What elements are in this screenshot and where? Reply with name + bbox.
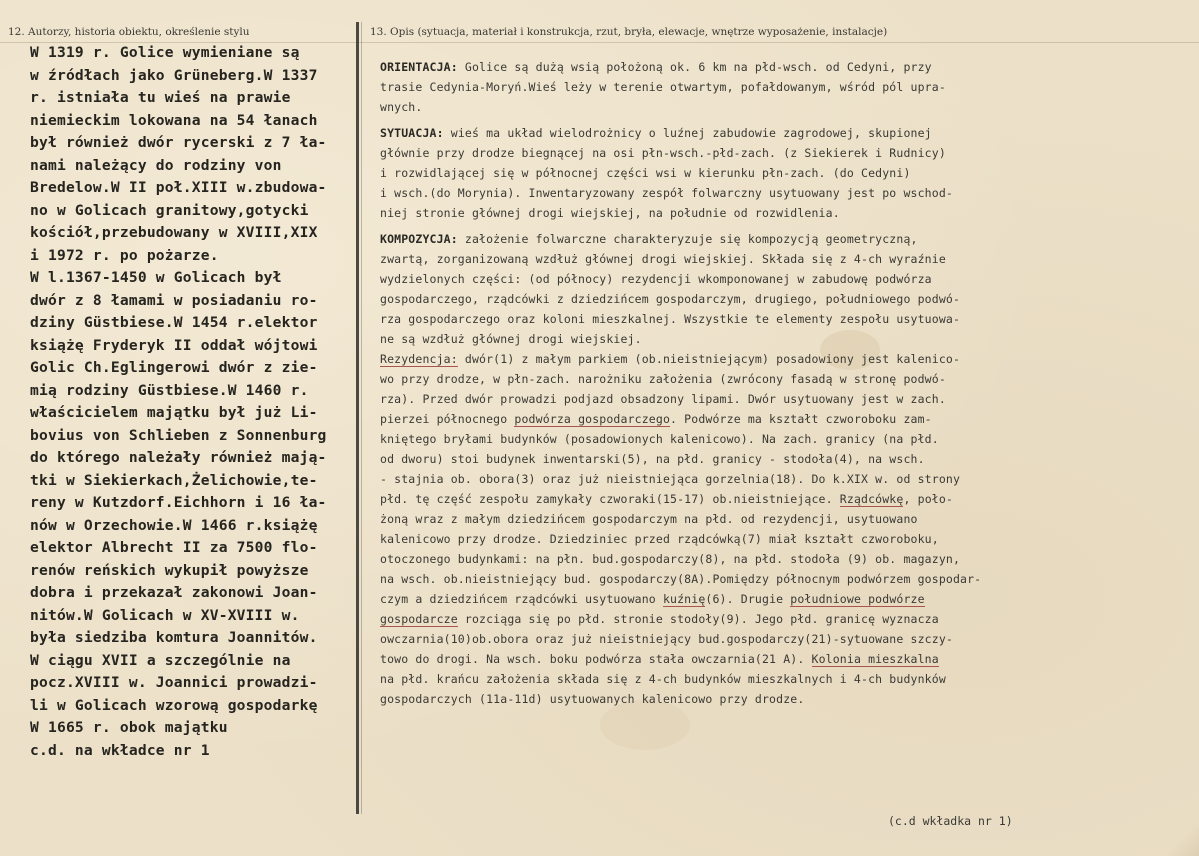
text-line: kalenicowo przy drodze. Dziedziniec przed rządcówką(7) miał kształt czworoboku, [380, 532, 939, 546]
text-line: od dworu) stoi budynek inwentarski(5), na płd. granicy - stodoła(4), na wsch. [380, 452, 925, 466]
history-line: tki w Siekierkach,Żelichowie,te- [30, 471, 318, 489]
text-line: na płd. krańcu założenia składa się z 4-ch budynków mieszkalnych i 4-ch budynków [380, 672, 946, 686]
section-label: SYTUACJA: [380, 126, 444, 140]
history-line: mią rodziny Güstbiese.W 1460 r. [30, 381, 309, 399]
text-line [380, 589, 1199, 609]
text-line [380, 349, 1199, 369]
history-line: Golic Ch.Eglingerowi dwór z zie- [30, 359, 318, 376]
history-line: niemieckim lokowana na 54 łanach [30, 111, 318, 129]
text-line: rza). Przed dwór prowadzi podjazd obsadzony lipami. Dwór usytuowany jest w zach. [380, 392, 946, 406]
history-line: nów w Orzechowie.W 1466 r.książę [30, 516, 318, 534]
text-line [380, 123, 1199, 143]
text-line [380, 649, 1199, 669]
history-line: elektor Albrecht II za 7500 flo- [30, 539, 318, 556]
text-line: wnych. [380, 100, 423, 114]
history-line: do którego należały również mają- [30, 449, 327, 466]
history-line: no w Golicach granitowy,gotycki [30, 201, 309, 219]
text-line: i wsch.(do Morynia). Inwentaryzowany zespół folwarczny usytuowany jest po wschod- [380, 186, 953, 200]
text-span: pierzei północnego [380, 412, 515, 426]
text-span: Golice są dużą wsią położoną ok. 6 km na płd-wsch. od Cedyni, przy [457, 60, 932, 74]
history-line: kościół,przebudowany w XVIII,XIX [30, 224, 318, 241]
history-line: Bredelow.W II poł.XIII w.zbudowa- [30, 179, 327, 196]
history-line: W ciągu XVII a szczególnie na [30, 651, 291, 669]
text-span: (6). Drugie [705, 592, 791, 606]
text-span: dwór(1) z małym parkiem (ob.nieistniejącym) posadowiony jest kalenico- [457, 352, 961, 366]
history-line: renów reńskich wykupił powyższe [30, 561, 309, 579]
history-line: bovius von Schlieben z Sonnenburg [30, 426, 327, 444]
text-line: wydzielonych części: (od północy) rezydencji wkomponowanej w zabudowę podwórza [380, 272, 932, 286]
description-column [380, 57, 1199, 709]
text-span: wieś ma układ wielodrożnicy o luźnej zabudowie zagrodowej, skupionej [443, 126, 932, 140]
description-paragraphs [380, 57, 1199, 349]
history-line: W l.1367-1450 w Golicach był [30, 269, 282, 286]
text-line: - stajnia ob. obora(3) oraz już nieistniejąca gorzelnia(18). Do k.XIX w. od strony [380, 472, 961, 486]
right-column-header: 13. Opis (sytuacja, materiał i konstrukcja, rzut, bryła, elewacje, wnętrze wyposażenie, instalacje) [370, 26, 888, 38]
history-line: c.d. na wkładce nr 1 [30, 741, 210, 759]
text-line: trasie Cedynia-Moryń.Wieś leży w terenie otwartym, pofałdowanym, wśród pól upra- [380, 80, 946, 94]
history-line: był również dwór rycerski z 7 ła- [30, 134, 327, 151]
history-line: r. istniała tu wieś na prawie [30, 89, 291, 106]
text-line: niej stronie głównej drogi wiejskiej, na południe od rozwidlenia. [380, 206, 840, 220]
history-line: była siedziba komtura Joannitów. [30, 629, 318, 646]
column-divider-shadow [361, 22, 362, 814]
section-label: ORIENTACJA: [380, 60, 458, 74]
underlined-heading: Rezydencja: [380, 352, 458, 366]
history-line: i 1972 r. po pożarze. [30, 246, 219, 264]
history-line: właścicielem majątku był już Li- [30, 404, 318, 421]
text-line [380, 609, 1199, 629]
section-label: KOMPOZYCJA: [380, 232, 458, 246]
underlined-term: kuźnię [662, 592, 706, 606]
underlined-term: gospodarcze [380, 612, 458, 626]
left-column-header: 12. Autorzy, historia obiektu, określenie stylu [8, 26, 250, 38]
history-line: reny w Kutzdorf.Eichhorn i 16 ła- [30, 494, 327, 511]
text-line: i rozwidlającej się w północnej części wsi w kierunku płn-zach. (do Cedyni) [380, 166, 911, 180]
text-line [380, 489, 1199, 509]
history-line: dziny Güstbiese.W 1454 r.elektor [30, 314, 318, 331]
history-line: pocz.XVIII w. Joannici prowadzi- [30, 674, 318, 691]
text-span: towo do drogi. Na wsch. boku podwórza stała owczarnia(21 A). [380, 652, 812, 666]
history-line: li w Golicach wzorową gospodarkę [30, 696, 318, 714]
text-span: czym a dziedzińcem rządcówki usytuowano [380, 592, 663, 606]
history-line: książę Fryderyk II oddał wójtowi [30, 336, 318, 354]
text-line: rza gospodarczego oraz koloni mieszkalnej. Wszystkie te elementy zespołu usytuowa- [380, 312, 961, 326]
history-line: nitów.W Golicach w XV-XVIII w. [30, 606, 300, 624]
text-line: ne są wzdłuż głównej drogi wiejskiej. [380, 332, 642, 346]
text-line: otoczonego budynkami: na płn. bud.gospodarczy(8), na płd. stodoła (9) ob. magazyn, [380, 552, 961, 566]
text-line: głównie przy drodze biegnącej na osi płn-wsch.-płd-zach. (z Siekierek i Rudnicy) [380, 146, 946, 160]
text-line: zwartą, zorganizowaną wzdłuż głównej drogi wiejskiej. Składa się z 4-ch wyraźnie [380, 252, 946, 266]
text-line [380, 57, 1199, 77]
history-line: w źródłach jako Grüneberg.W 1337 [30, 66, 318, 84]
history-line: dwór z 8 łamami w posiadaniu ro- [30, 291, 318, 309]
text-span: . Podwórze ma kształt czworoboku zam- [670, 412, 932, 426]
text-line [380, 229, 1199, 249]
text-span: rozciąga się po płd. stronie stodoły(9). Jego płd. granicę wyznacza [457, 612, 939, 626]
underlined-term: Rządcówkę [839, 492, 904, 506]
underlined-term: podwórza gospodarczego [514, 412, 671, 426]
text-span: założenie folwarczne charakteryzuje się kompozycją geometryczną, [457, 232, 918, 246]
text-line: gospodarczego, rządcówki z dziedzińcem gospodarczym, drugiego, południowego podwó- [380, 292, 961, 306]
history-line: dobra i przekazał zakonowi Joan- [30, 584, 318, 601]
continuation-note: (c.d wkładka nr 1) [888, 814, 1013, 828]
text-line: kniętego bryłami budynków (posadowionych kalenicowo). Na zach. granicy (na płd. [380, 432, 939, 446]
text-line: na wsch. ob.nieistniejący bud. gospodarczy(8A).Pomiędzy północnym podwórzem gospodar- [380, 572, 982, 586]
text-line: owczarnia(10)ob.obora oraz już nieistniejący bud.gospodarczy(21)-sytuowane szczy- [380, 632, 953, 646]
history-line: W 1665 r. obok majątku [30, 719, 228, 736]
underlined-term: Kolonia mieszkalna [811, 652, 939, 666]
text-line: żoną wraz z małym dziedzińcem gospodarczym na płd. od rezydencji, usytuowano [380, 512, 918, 526]
history-column [30, 42, 360, 762]
underlined-term: południowe podwórze [790, 592, 925, 606]
text-line [380, 409, 1199, 429]
paper-edge [1139, 826, 1199, 856]
text-span: , poło- [903, 492, 953, 506]
text-span: płd. tę część zespołu zamykały czworaki(15-17) ob.nieistniejące. [380, 492, 840, 506]
history-line: W 1319 r. Golice wymieniane są [30, 44, 300, 61]
text-line: wo przy drodze, w płn-zach. narożniku założenia (zwrócony fasadą w stronę podwó- [380, 372, 946, 386]
history-line: nami należący do rodziny von [30, 156, 282, 174]
text-line: gospodarczych (11a-11d) usytuowanych kalenicowo przy drodze. [380, 692, 805, 706]
